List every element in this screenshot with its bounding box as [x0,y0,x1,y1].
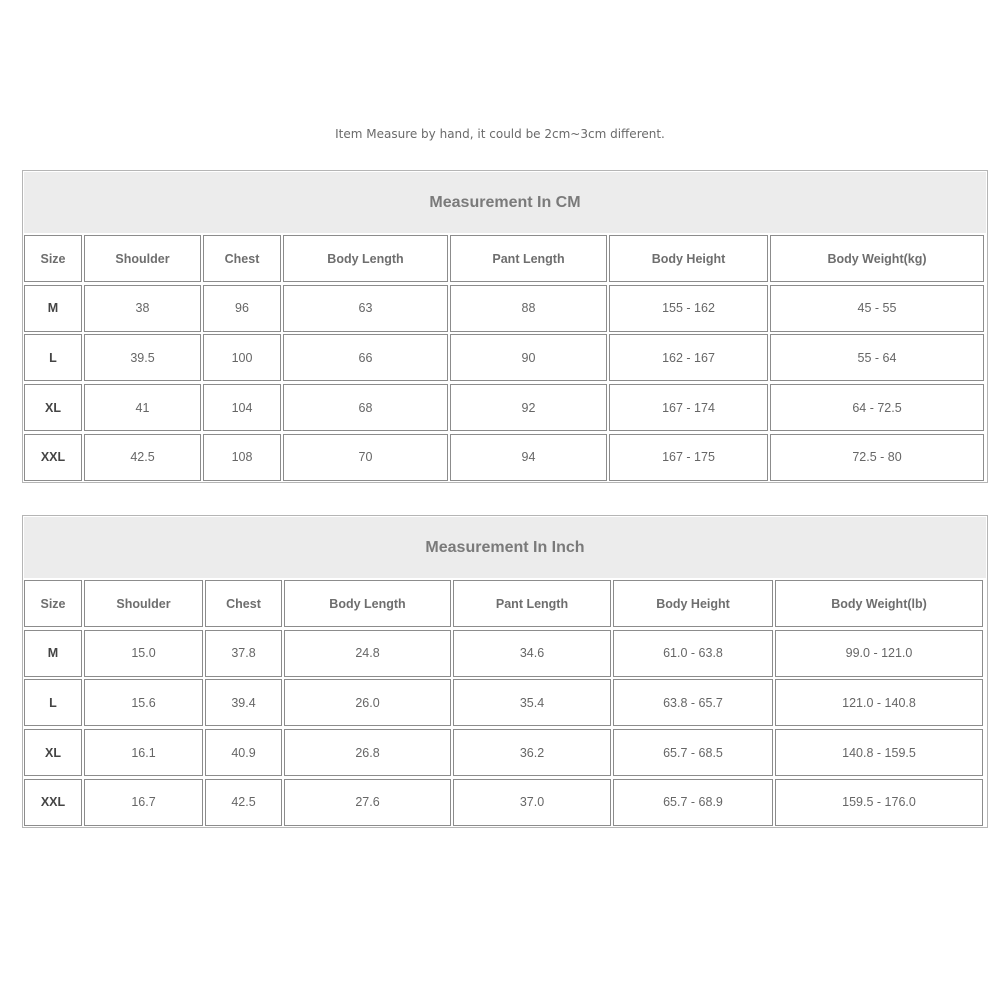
column-header: Pant Length [450,235,607,282]
size-cell: XXL [24,779,82,826]
table-row [24,630,986,677]
table-cell: 37.0 [453,779,611,826]
table-row [24,729,986,776]
table-cell: 39.5 [84,334,201,381]
table-cell: 140.8 - 159.5 [775,729,983,776]
table-cell: 40.9 [205,729,282,776]
table-title: Measurement In CM [24,172,986,233]
table-cell: 63.8 - 65.7 [613,679,773,726]
table-cell: 24.8 [284,630,451,677]
table-cell: 155 - 162 [609,285,768,332]
table-header-row [24,235,986,282]
table-grid [24,580,986,826]
table-cell: 35.4 [453,679,611,726]
table-row [24,679,986,726]
table-cell: 96 [203,285,281,332]
column-header: Chest [205,580,282,627]
table-row [24,434,986,481]
table-cell: 68 [283,384,448,431]
column-header: Size [24,580,82,627]
table-cell: 108 [203,434,281,481]
table-cell: 15.6 [84,679,203,726]
column-header: Chest [203,235,281,282]
size-cell: M [24,285,82,332]
table-cell: 26.8 [284,729,451,776]
table-cell: 162 - 167 [609,334,768,381]
table-cell: 16.7 [84,779,203,826]
column-header: Size [24,235,82,282]
column-header: Body Length [283,235,448,282]
table-row [24,384,986,431]
table-cell: 94 [450,434,607,481]
size-cell: XXL [24,434,82,481]
column-header: Shoulder [84,580,203,627]
measure-note: Item Measure by hand, it could be 2cm~3cm different. [335,127,665,141]
table-cell: 104 [203,384,281,431]
table-row [24,285,986,332]
table-cell: 39.4 [205,679,282,726]
table-cell: 65.7 - 68.5 [613,729,773,776]
column-header: Pant Length [453,580,611,627]
table-cell: 45 - 55 [770,285,984,332]
table-cell: 55 - 64 [770,334,984,381]
table-cell: 92 [450,384,607,431]
column-header: Shoulder [84,235,201,282]
table-cell: 64 - 72.5 [770,384,984,431]
size-cell: M [24,630,82,677]
table-cell: 41 [84,384,201,431]
table-cell: 99.0 - 121.0 [775,630,983,677]
column-header: Body Length [284,580,451,627]
table-cell: 26.0 [284,679,451,726]
table-cell: 38 [84,285,201,332]
table-cell: 167 - 175 [609,434,768,481]
size-cell: L [24,679,82,726]
table-row [24,334,986,381]
table-cell: 88 [450,285,607,332]
table-title: Measurement In Inch [24,517,986,578]
table-cell: 16.1 [84,729,203,776]
table-cell: 66 [283,334,448,381]
table-cell: 159.5 - 176.0 [775,779,983,826]
column-header: Body Height [609,235,768,282]
table-header-row [24,580,986,627]
table-cell: 42.5 [84,434,201,481]
size-cell: XL [24,729,82,776]
table-cell: 100 [203,334,281,381]
column-header: Body Height [613,580,773,627]
size-cell: L [24,334,82,381]
table-cell: 42.5 [205,779,282,826]
column-header: Body Weight(kg) [770,235,984,282]
table-cell: 65.7 - 68.9 [613,779,773,826]
size-table-cm [22,170,988,483]
table-cell: 27.6 [284,779,451,826]
table-cell: 37.8 [205,630,282,677]
table-cell: 34.6 [453,630,611,677]
table-cell: 61.0 - 63.8 [613,630,773,677]
table-cell: 36.2 [453,729,611,776]
table-grid [24,235,986,481]
table-cell: 15.0 [84,630,203,677]
table-cell: 70 [283,434,448,481]
column-header: Body Weight(lb) [775,580,983,627]
table-row [24,779,986,826]
table-cell: 90 [450,334,607,381]
table-cell: 121.0 - 140.8 [775,679,983,726]
table-cell: 167 - 174 [609,384,768,431]
table-cell: 63 [283,285,448,332]
table-cell: 72.5 - 80 [770,434,984,481]
size-table-inch [22,515,988,828]
size-cell: XL [24,384,82,431]
